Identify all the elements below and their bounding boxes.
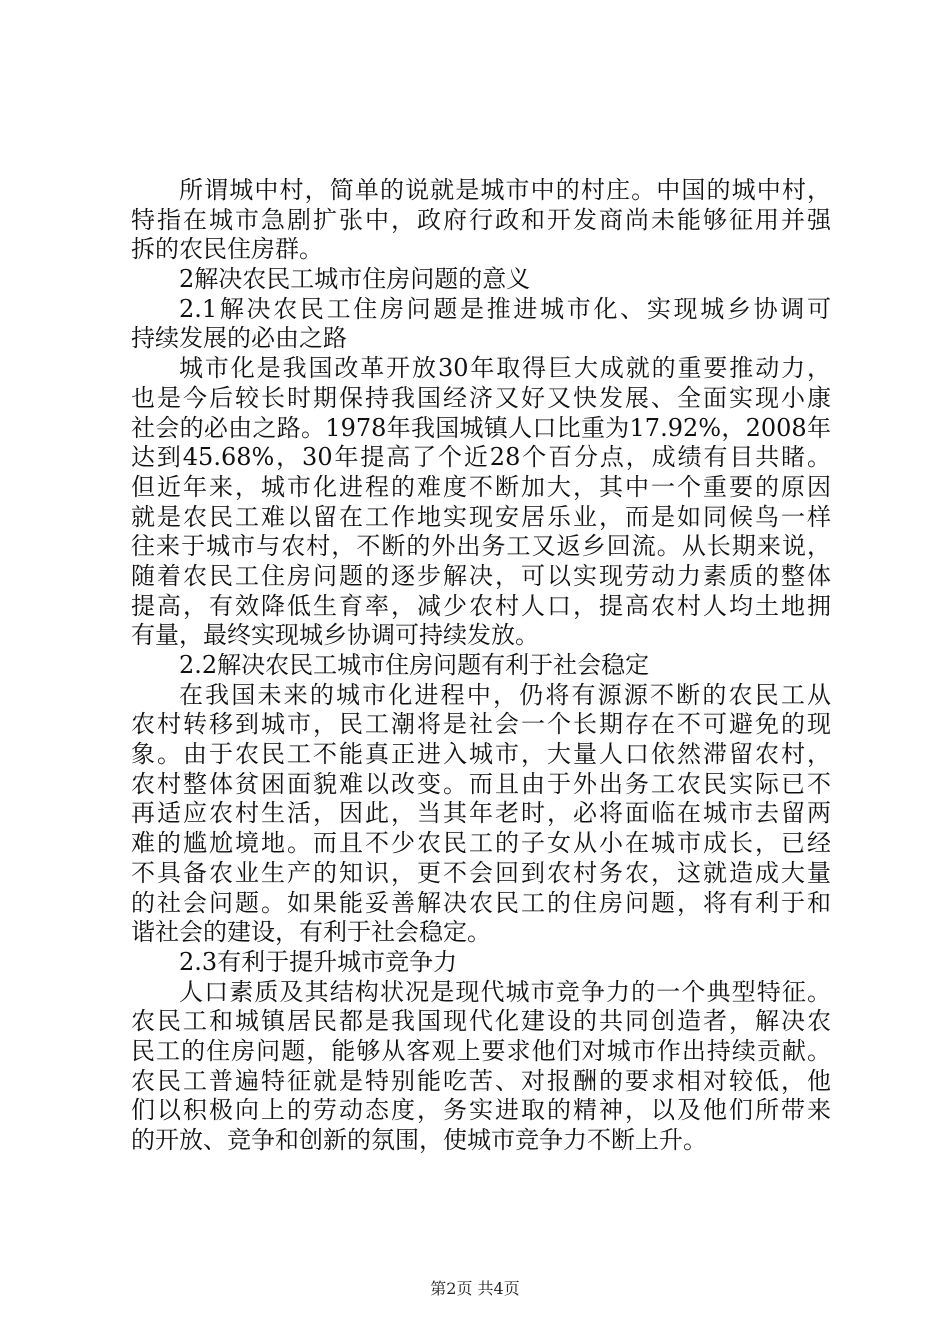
paragraph-line: 有量，最终实现城乡协调可持续发放。 (131, 621, 539, 650)
paragraph-line: 随着农民工住房问题的逐步解决，可以实现劳动力素质的整体 (131, 561, 831, 590)
paragraph-line: 特指在城市急剧扩张中，政府行政和开发商尚未能够征用并强 (131, 205, 831, 234)
paragraph-line: 的社会问题。如果能妥善解决农民工的住房问题，将有利于和 (131, 888, 831, 917)
paragraph-line: 农民工普遍特征就是特别能吃苦、对报酬的要求相对较低，他 (131, 1066, 831, 1095)
paragraph-line: 往来于城市与农村，不断的外出务工又返乡回流。从长期来说， (131, 532, 831, 561)
page-footer: 第2页 共4页 (430, 1279, 520, 1298)
paragraph-line: 再适应农村生活，因此，当其年老时，必将面临在城市去留两 (131, 799, 831, 828)
paragraph-line: 谐社会的建设，有利于社会稳定。 (131, 918, 491, 947)
paragraph-line: 在我国未来的城市化进程中，仍将有源源不断的农民工从 (179, 680, 831, 709)
paragraph-line: 农村整体贫困面貌难以改变。而且由于外出务工农民实际已不 (131, 769, 831, 798)
paragraph-line: 的开放、竞争和创新的氛围，使城市竞争力不断上升。 (131, 1126, 707, 1154)
paragraph-line: 城市化是我国改革开放30年取得巨大成就的重要推动力， (179, 354, 831, 383)
paragraph-line: 就是农民工难以留在工作地实现安居乐业，而是如同候鸟一样 (131, 502, 831, 531)
paragraph-line: 农民工和城镇居民都是我国现代化建设的共同创造者，解决农 (131, 1007, 831, 1036)
paragraph-line: 人口素质及其结构状况是现代城市竞争力的一个典型特征。 (179, 977, 831, 1006)
section-heading: 2.2解决农民工城市住房问题有利于社会稳定 (179, 651, 650, 679)
document-body (131, 176, 831, 1156)
paragraph-line: 象。由于农民工不能真正进入城市，大量人口依然滞留农村， (131, 740, 831, 769)
section-heading: 2解决农民工城市住房问题的意义 (179, 265, 531, 294)
paragraph-line: 农村转移到城市，民工潮将是社会一个长期存在不可避免的现 (131, 710, 831, 739)
paragraph-line: 社会的必由之路。1978年我国城镇人口比重为17.92%，2008年 (131, 413, 831, 442)
paragraph-line: 所谓城中村，简单的说就是城市中的村庄。中国的城中村， (179, 176, 831, 204)
paragraph-line: 持续发展的必由之路 (131, 324, 347, 353)
section-heading: 2.3有利于提升城市竞争力 (179, 947, 458, 976)
paragraph-line: 拆的农民住房群。 (131, 235, 323, 264)
paragraph-line: 达到45.68%，30年提高了个近28个百分点，成绩有目共睹。 (131, 443, 831, 472)
paragraph-line: 难的尴尬境地。而且不少农民工的子女从小在城市成长，已经 (131, 829, 831, 858)
paragraph-line: 们以积极向上的劳动态度，务实进取的精神，以及他们所带来 (131, 1096, 831, 1125)
paragraph-line: 2.1解决农民工住房问题是推进城市化、实现城乡协调可 (179, 294, 831, 323)
paragraph-line: 民工的住房问题，能够从客观上要求他们对城市作出持续贡献。 (131, 1036, 831, 1065)
paragraph-line: 提高，有效降低生育率，减少农村人口，提高农村人均土地拥 (131, 591, 831, 620)
paragraph-line: 但近年来，城市化进程的难度不断加大，其中一个重要的原因 (131, 472, 831, 501)
paragraph-line: 也是今后较长时期保持我国经济又好又快发展、全面实现小康 (131, 383, 831, 412)
paragraph-line: 不具备农业生产的知识，更不会回到农村务农，这就造成大量 (131, 858, 831, 887)
